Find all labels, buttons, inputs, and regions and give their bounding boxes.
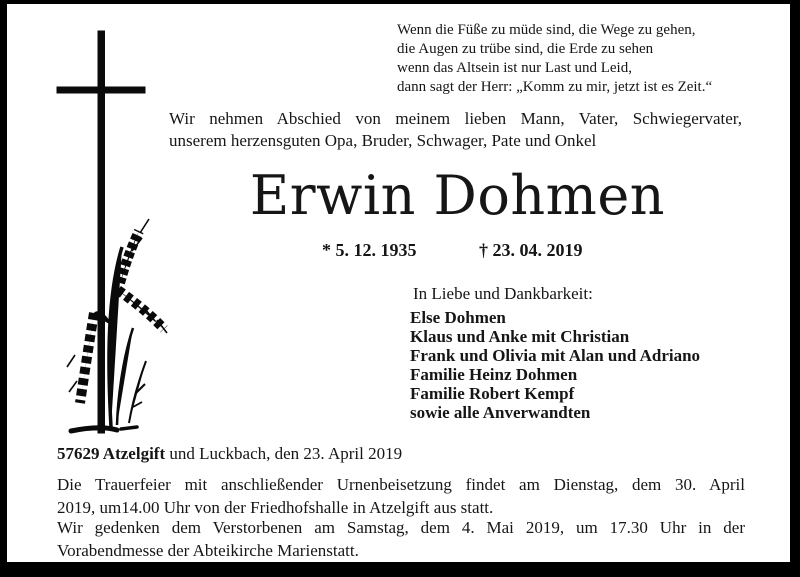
- birth-date: * 5. 12. 1935: [322, 240, 417, 260]
- mourners-list: [410, 308, 700, 422]
- mourner-line: Klaus und Anke mit Christian: [410, 327, 630, 346]
- frame-top: [0, 0, 800, 4]
- place-postal-city: 57629 Atzelgift: [57, 444, 166, 463]
- frame-left: [0, 0, 7, 577]
- deceased-name: Erwin Dohmen: [249, 164, 666, 227]
- funeral-info: [57, 473, 745, 519]
- place-date-line: [57, 443, 402, 465]
- memorial-line: Wir gedenken dem Verstorbenen am Samstag, dem 4. Mai 2019, um 17.30 Uhr in der: [57, 518, 745, 537]
- frame-bottom: [0, 562, 800, 577]
- gratitude-label: In Liebe und Dankbarkeit:: [413, 284, 593, 303]
- mourner-line: sowie alle Anverwandten: [410, 403, 591, 422]
- mourner-line: Familie Robert Kempf: [410, 384, 575, 403]
- farewell-line: unserem herzensguten Opa, Bruder, Schwager, Pate und Onkel: [169, 130, 597, 150]
- verse-line: dann sagt der Herr: „Komm zu mir, jetzt ist es Zeit.“: [397, 79, 713, 95]
- frame-right: [790, 0, 800, 577]
- verse-line: Wenn die Füße zu müde sind, die Wege zu gehen,: [397, 22, 696, 38]
- verse-line: die Augen zu trübe sind, die Erde zu sehen: [397, 41, 654, 57]
- verse-line: wenn das Altsein ist nur Last und Leid,: [397, 60, 632, 76]
- memorial-info: [57, 516, 745, 562]
- cross-wheat-icon: [45, 25, 175, 440]
- funeral-line: Die Trauerfeier mit anschließender Urnenbeisetzung findet am Dienstag, dem 30. April: [57, 475, 745, 494]
- mourner-line: Frank und Olivia mit Alan und Adriano: [410, 346, 701, 365]
- funeral-line: 2019, um14.00 Uhr von der Friedhofshalle in Atzelgift aus statt.: [57, 498, 494, 517]
- mourner-line: Familie Heinz Dohmen: [410, 365, 578, 384]
- opening-verse: [397, 21, 757, 97]
- memorial-line: Vorabendmesse der Abteikirche Marienstatt.: [57, 541, 359, 560]
- farewell-text: [169, 108, 742, 151]
- death-date: † 23. 04. 2019: [479, 240, 583, 260]
- mourner-line: Else Dohmen: [410, 308, 506, 327]
- farewell-line: Wir nehmen Abschied von meinem lieben Mann, Vater, Schwiegervater,: [169, 109, 742, 128]
- place-date-rest: und Luckbach, den 23. April 2019: [165, 444, 403, 463]
